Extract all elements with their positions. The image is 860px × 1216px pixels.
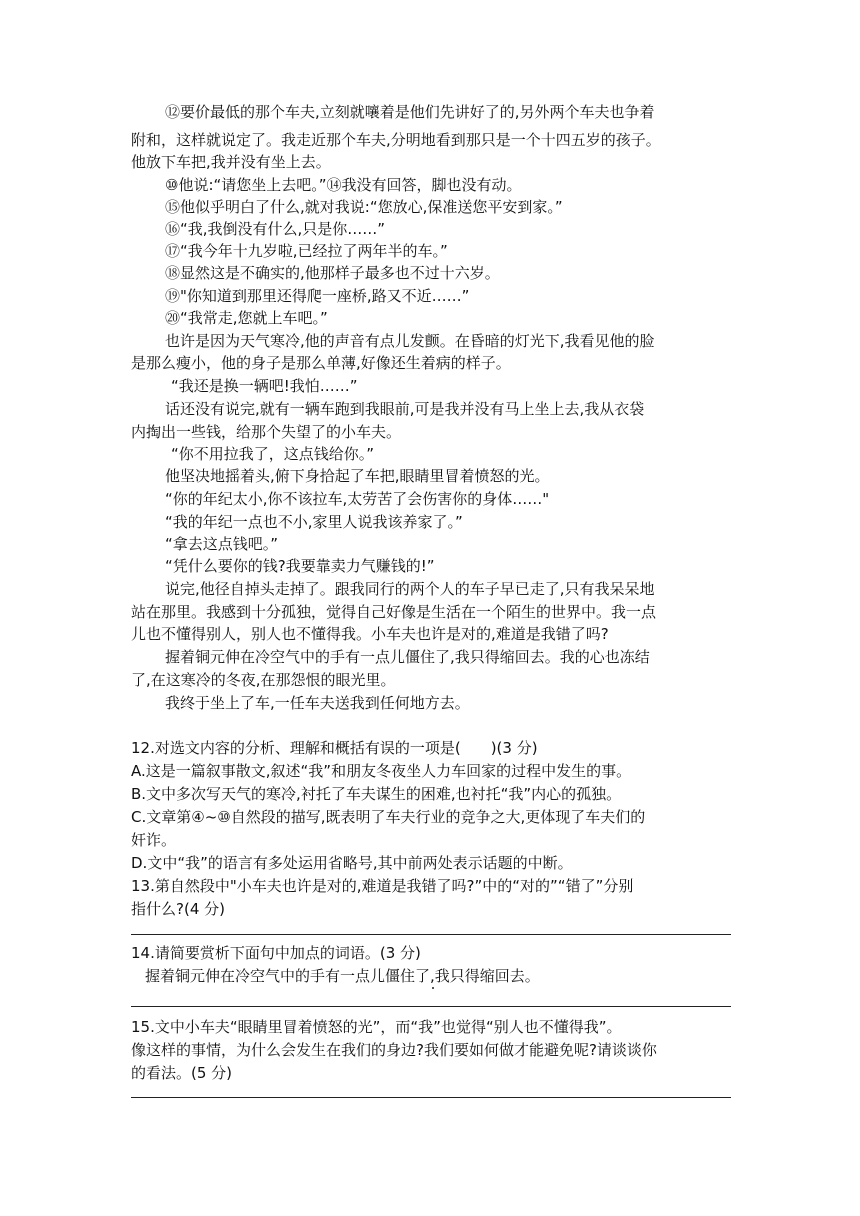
paragraph-line: ⑮他似乎明白了什么,就对我说:“您放心,保准送您平安到家。”: [165, 198, 563, 216]
answer-line[interactable]: [131, 1097, 731, 1098]
question-15-line: 的看法。(5 分): [131, 1064, 233, 1082]
question-13-line: 指什么?(4 分): [131, 900, 225, 918]
paragraph-line: ⑯“我,我倒没有什么,只是你……”: [165, 220, 386, 238]
paragraph-line: ⑫要价最低的那个车夫,立刻就嚷着是他们先讲好了的,另外两个车夫也争着: [165, 103, 655, 121]
paragraph-line: ⑳“我常走,您就上车吧。”: [165, 309, 328, 327]
paragraph-line: ⑲"你知道到那里还得爬一座桥,路又不近……”: [165, 287, 470, 305]
paragraph-line: 说完,他径自掉头走掉了。跟我同行的两个人的车子早已走了,只有我呆呆地: [165, 580, 655, 598]
paragraph-line: ⑰“我今年十九岁啦,已经拉了两年半的车。”: [165, 242, 448, 260]
paragraph-line: “我还是换一辆吧!我怕……”: [171, 377, 358, 395]
paragraph-line: 站在那里。我感到十分孤独，觉得自己好像是生活在一个陌生的世界中。我一点: [131, 603, 657, 621]
emphasis-dot: [432, 987, 434, 989]
question-14-sentence-text: 握着铜元伸在冷空气中的手有一点儿僵住了,我只得缩回去。: [145, 967, 540, 985]
question-15-line: 15.文中小车夫“眼睛里冒着愤怒的光”，而“我”也觉得“别人也不懂得我”。: [131, 1018, 622, 1036]
paragraph-line: “拿去这点钱吧。”: [165, 535, 279, 553]
question-12-option-c: C.文章第④~⑩自然段的描写,既表明了车夫行业的竞争之大,更体现了车夫们的: [131, 808, 646, 826]
paragraph-line: “我的年纪一点也不小,家里人说我该养家了。”: [165, 513, 463, 531]
paragraph-line: 也许是因为天气寒冷,他的声音有点儿发颤。在昏暗的灯光下,我看见他的脸: [165, 332, 655, 350]
paragraph-line: ⑱显然这是不确实的,他那样子最多也不过十六岁。: [165, 264, 500, 282]
paragraph-line: 是那么瘦小，他的身子是那么单薄,好像还生着病的样子。: [131, 354, 511, 372]
paragraph-line: 握着铜元伸在冷空气中的手有一点儿僵住了,我只得缩回去。我的心也冻结: [165, 648, 650, 666]
paragraph-line: 附和，这样就说定了。我走近那个车夫,分明地看到那只是一个十四五岁的孩子。: [131, 131, 661, 149]
paragraph-line: “你不用拉我了，这点钱给你。”: [171, 445, 375, 463]
paragraph-line: 我终于坐上了车,一任车夫送我到任何地方去。: [165, 694, 470, 712]
paragraph-line: 话还没有说完,就有一辆车跑到我眼前,可是我并没有马上坐上去,我从衣袋: [165, 400, 645, 418]
paragraph-line: 儿也不懂得别人，别人也不懂得我。小车夫也许是对的,难道是我错了吗?: [131, 625, 609, 643]
paragraph-line: 他放下车把,我并没有坐上去。: [131, 153, 331, 171]
paragraph-line: “你的年纪太小,你不该拉车,太劳苦了会伤害你的身体……": [165, 490, 550, 508]
question-12-option-b: B.文中多次写天气的寒冷,衬托了车夫谋生的困难,也衬托“我”内心的孤独。: [131, 785, 622, 803]
paragraph-line: “凭什么要你的钱?我要靠卖力气赚钱的!”: [165, 557, 435, 575]
paragraph-line: 内掏出一些钱，给那个失望了的小车夫。: [131, 423, 402, 441]
question-14-sentence: [145, 965, 731, 988]
paragraph-line: 了,在这寒冷的冬夜,在那怨恨的眼光里。: [131, 671, 396, 689]
question-12-option-c-cont: 奸诈。: [131, 831, 177, 849]
question-13-line: 13.第自然段中"小车夫也许是对的,难道是我错了吗?”中的“对的”“错了”分别: [131, 877, 634, 895]
question-15-line: 像这样的事情，为什么会发生在我们的身边?我们要如何做才能避免呢?请谈谈你: [131, 1041, 657, 1059]
answer-line[interactable]: [131, 1006, 731, 1007]
paragraph-line: ⑩他说:“请您坐上去吧。”⑭我没有回答，脚也没有动。: [165, 176, 522, 194]
answer-line[interactable]: [131, 934, 731, 935]
question-12-stem: 12.对选文内容的分析、理解和概括有误的一项是( )(3 分): [131, 739, 538, 757]
question-12-option-d: D.文中“我”的语言有多处运用省略号,其中前两处表示话题的中断。: [131, 854, 573, 872]
question-12-option-a: A.这是一篇叙事散文,叙述“我”和朋友冬夜坐人力车回家的过程中发生的事。: [131, 762, 632, 780]
question-14-stem: 14.请简要赏析下面句中加点的词语。(3 分): [131, 944, 421, 962]
paragraph-line: 他坚决地摇着头,俯下身拾起了车把,眼睛里冒着愤怒的光。: [165, 467, 550, 485]
